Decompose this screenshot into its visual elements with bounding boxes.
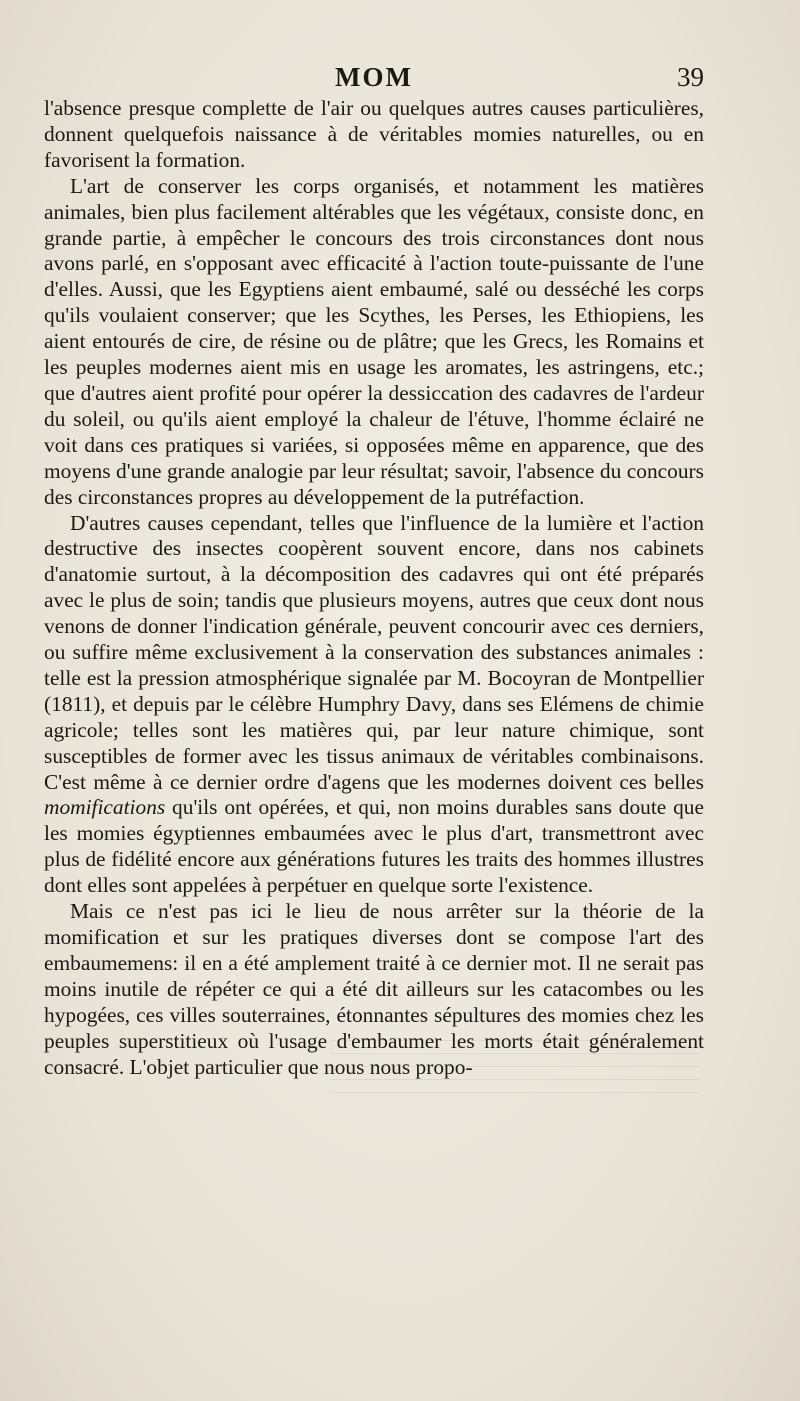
paragraph-1: l'absence presque complette de l'air ou quelques autres causes particulières, donnent quelquefois naissance à de véritables momies naturelles, ou en favorisent la formation. (44, 96, 704, 172)
body-text (44, 96, 704, 1080)
show-through-shadow (330, 1040, 700, 1100)
page-number: 39 (677, 62, 704, 92)
paragraph-3-text-start: D'autres causes cependant, telles que l'influence de la lumière et l'action destructive des insectes coopèrent souvent encore, dans nos cabinets d'anatomie surtout, à la décomposition des cadavres qui ont été préparés avec le plus de soin; tandis que plusieurs moyens, autres que ceux dont nous venons de donner l'indication générale, peuvent concourir avec ces derniers, ou suffire même exclusivement à la conservation des substances animales : telle est la pression atmosphérique signalée par M. Bocoyran de Montpellier (1811), et depuis par le célèbre Humphry Davy, dans ses Elémens de chimie agricole; telles sont les matières qui, par leur nature chimique, sont susceptibles de former avec les tissus animaux de véritables combinaisons. C'est même à ce dernier ordre d'agens que les modernes doivent ces belles (44, 510, 704, 794)
paragraph-4: Mais ce n'est pas ici le lieu de nous arrêter sur la théorie de la momification et sur les pratiques diverses dont se compose l'art des embaumemens: il en a été amplement traité à ce dernier mot. Il ne serait pas moins inutile de répéter ce qui a été dit ailleurs sur les catacombes ou les hypogées, ces villes souterraines, étonnantes sépultures des momies chez les peuples superstitieux où l'usage d'embaumer les morts était généralement consacré. L'objet particulier que nous nous propo- (44, 899, 704, 1079)
running-head: MOM (335, 62, 413, 92)
paragraph-3 (44, 511, 704, 900)
page-header (44, 62, 704, 96)
emphasized-term: momifications (44, 795, 166, 820)
paragraph-3-text-end: qu'ils ont opérées, et qui, non moins durables sans doute que les momies égyptiennes embaumées avec le plus d'art, transmettront avec plus de fidélité encore aux générations futures les traits des hommes illustres dont elles sont appelées à perpétuer en quelque sorte l'existence. (44, 795, 704, 898)
paragraph-2: L'art de conserver les corps organisés, et notamment les matières animales, bien plus facilement altérables que les végétaux, consiste donc, en grande partie, à empêcher le concours des trois circonstances dont nous avons parlé, en s'opposant avec efficacité à l'action toute-puissante de l'une d'elles. Aussi, que les Egyptiens aient embaumé, salé ou desséché les corps qu'ils voulaient conserver; que les Scythes, les Perses, les Ethiopiens, les aient entourés de cire, de résine ou de plâtre; que les Grecs, les Romains et les peuples modernes aient mis en usage les aromates, les astringens, etc.; que d'autres aient profité pour opérer la dessiccation des cadavres de l'ardeur du soleil, ou qu'ils aient employé la chaleur de l'étuve, l'homme éclairé ne voit dans ces pratiques si variées, si opposées même en apparence, que des moyens d'une grande analogie par leur résultat; savoir, l'absence du concours des circonstances propres au développement de la putréfaction. (44, 173, 704, 509)
